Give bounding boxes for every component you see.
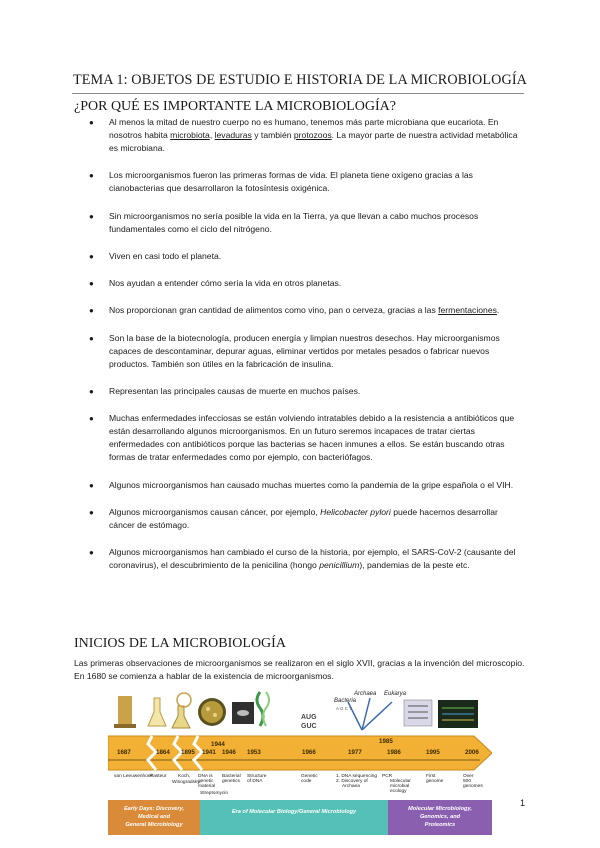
bullet-dot-icon: ● <box>89 118 94 127</box>
bullet-item <box>74 277 524 290</box>
caption-1941-c: material <box>198 784 216 789</box>
document-title: TEMA 1: OBJETOS DE ESTUDIO E HISTORIA DE LA MICROBIOLOGÍA <box>72 72 528 88</box>
bullet-item <box>74 412 524 464</box>
bullet-item <box>74 332 524 371</box>
year-1944: 1944 <box>211 741 225 748</box>
year-1985: 1985 <box>379 738 393 745</box>
illustration-genome-map <box>438 700 478 728</box>
bullet-text: Algunos microorganismos causan cáncer, por ejemplo, <box>109 506 321 517</box>
caption-2006-a: Over <box>463 774 474 779</box>
bullet-item <box>74 169 524 195</box>
illustration-flask-2 <box>172 693 191 728</box>
bullet-text: Sin microorganismos no sería posible la vida en la Tierra, ya que llevan a cabo muchos procesos fundamentales como el ciclo del nitrógeno. <box>109 210 479 234</box>
caption-1946-a: Bacterial <box>222 774 241 779</box>
bullet-dot-icon: ● <box>89 333 94 343</box>
bullet-dot-icon: ● <box>89 279 94 289</box>
bullet-text: Representan las principales causas de muerte en muchos países. <box>109 386 361 397</box>
illustration-gel <box>404 700 432 726</box>
caption-1953-a: Structure <box>247 774 267 779</box>
tree-label-bacteria: Bacteria <box>334 698 357 704</box>
bullet-list <box>74 116 524 587</box>
caption-1966-a: Genetic <box>301 774 318 779</box>
caption-1941-b: genetic <box>198 779 214 784</box>
bullet-dot-icon: ● <box>89 548 94 558</box>
bullet-item <box>74 506 524 532</box>
codon-guc: GUC <box>301 723 317 730</box>
era-late-line-3: Proteomics <box>424 822 456 828</box>
bullet-text: y también <box>251 130 294 140</box>
bullet-dot-icon: ● <box>89 507 94 517</box>
section-heading-origins: INICIOS DE LA MICROBIOLOGÍA <box>74 636 286 651</box>
illustration-dna-helix <box>257 692 269 726</box>
caption-1946-b: genetics <box>222 779 240 784</box>
bullet-dot-icon: ● <box>89 211 94 221</box>
era-late-line-2: Genomics, and <box>419 814 461 820</box>
bullet-dot-icon: ● <box>89 251 94 261</box>
year-1895: 1895 <box>181 749 195 756</box>
page-number: 1 <box>520 798 526 808</box>
italic-term: Helicobacter pylori <box>320 506 391 517</box>
bullet-text: Nos ayudan a entender cómo sería la vida en otros planetas. <box>109 278 342 289</box>
section-heading-importance: ¿POR QUÉ ES IMPORTANTE LA MICROBIOLOGÍA? <box>74 99 396 114</box>
bullet-item <box>74 210 524 236</box>
era-early-line-3: General Microbiology <box>125 822 183 828</box>
timeline-captions <box>114 773 483 796</box>
bullet-item <box>74 304 524 317</box>
bullet-text: puede hacernos desarrollar cáncer de estómago. <box>109 506 498 530</box>
year-1966: 1966 <box>302 749 316 756</box>
year-1941: 1941 <box>202 749 216 756</box>
caption-1953-b: of DNA <box>247 779 263 784</box>
underlined-term: microbiota <box>170 130 210 140</box>
bullet-text: , <box>209 130 215 140</box>
underlined-term: protozoos <box>293 130 332 140</box>
caption-1941-a: DNA is <box>198 774 213 779</box>
bullet-text: Viven en casi todo el planeta. <box>109 250 222 261</box>
illustration-flask <box>148 698 166 726</box>
caption-1995-b: genome <box>426 779 444 784</box>
caption-1986-c: ecology <box>390 789 407 794</box>
bullet-dot-icon: ● <box>89 306 94 316</box>
tree-label-archaea: Archaea <box>354 691 377 697</box>
year-1953: 1953 <box>247 749 261 756</box>
bullet-item <box>74 250 524 263</box>
illustration-tree-of-life <box>334 691 407 730</box>
codon-aug: AUG <box>301 714 317 721</box>
caption-1986-a: Molecular <box>390 779 411 784</box>
intro-paragraph: Las primeras observaciones de microorganismos se realizaron en el siglo XVII, gracias a la invención del microscopio. En 1680 se comienza a hablar de la existencia de microorganismos. <box>74 658 525 681</box>
year-1995: 1995 <box>426 749 440 756</box>
era-early-line-1: Early Days: Discovery, <box>123 806 185 812</box>
year-1946: 1946 <box>222 749 236 756</box>
caption-1966-b: code <box>301 779 312 784</box>
caption-1864: Pasteur <box>150 774 167 779</box>
illustration-petri-dish <box>198 698 226 726</box>
caption-1977-c: Archaea <box>342 784 360 789</box>
bullet-item <box>74 546 524 572</box>
bullet-item <box>74 385 524 398</box>
caption-1977-a: 1. DNA sequencing <box>336 774 378 779</box>
bullet-text: . <box>496 305 500 316</box>
bullet-text: Algunos microorganismos han causado muchas muertes como la pandemia de la gripe española o el VIH. <box>109 479 514 490</box>
era-late-line-1: Molecular Microbiology, <box>408 806 472 812</box>
year-2006: 2006 <box>465 749 479 756</box>
bullet-item <box>74 479 524 492</box>
bullet-dot-icon: ● <box>89 414 94 424</box>
era-early-line-2: Medical and <box>137 814 171 820</box>
title-divider <box>72 93 524 94</box>
tree-label-eukarya: Eukarya <box>384 691 407 697</box>
era-molecular-label: Era of Molecular Biology/General Microbiology <box>231 809 357 815</box>
bullet-dot-icon: ● <box>89 171 94 181</box>
illustration-micrograph <box>232 702 254 724</box>
bullet-text: Son la base de la biotecnología, producen energía y limpian nuestros desechos. Hay microorganismos capaces de descontaminar, depurar aguas, eliminar vertidos por metales pesados o fabricar nuevos productos. También son útiles en la fabricación de insulina. <box>109 332 500 369</box>
bullet-text: ), pandemias de la peste etc. <box>359 560 470 571</box>
underlined-term: levaduras <box>214 130 252 140</box>
caption-2006-c: genomes <box>463 784 483 789</box>
era-band-molecular-biology <box>200 800 388 835</box>
caption-1985: PCR <box>382 774 393 779</box>
caption-1995-a: First <box>426 774 436 779</box>
year-1986: 1986 <box>387 749 401 756</box>
bullet-dot-icon: ● <box>89 387 94 397</box>
caption-1687: van Leeuwenhoek <box>114 774 153 779</box>
bullet-text: Al menos la mitad de nuestro cuerpo no es humano, tenemos más parte microbiana que eucariota. En nosotros habita <box>109 117 499 140</box>
caption-1977-b: 2. Discovery of <box>336 779 368 784</box>
year-1687: 1687 <box>117 749 131 756</box>
caption-1895-a: Koch, <box>178 774 191 779</box>
caption-1986-b: microbial <box>390 784 410 789</box>
bullet-text: Muchas enfermedades infecciosas se están volviendo intratables debido a la resistencia a antibióticos que están desarrollando algunos microorganismos. En un futuro seremos incapaces de tratar ciertas enfermedades con antibióticos porque las bacterias se hacen inmunes a ellos. Se están buscando otras formas de tratar enfermedades como por ejemplo, con bacteriófagos. <box>109 413 515 463</box>
bullet-text: Los microorganismos fueron las primeras formas de vida. El planeta tiene oxígeno gracias a las cianobacterias que desarrollaron la fotosíntesis oxigénica. <box>109 170 473 194</box>
caption-2006-b: 500 <box>463 779 472 784</box>
caption-1895-b: Winogradsky <box>172 780 200 785</box>
year-1977: 1977 <box>348 749 362 756</box>
bullet-dot-icon: ● <box>89 480 94 490</box>
timeline-svg <box>108 688 492 835</box>
bullet-text: Nos proporcionan gran cantidad de alimentos como vino, pan o cerveza, gracias a las <box>109 305 439 316</box>
timeline-figure <box>108 688 492 835</box>
year-1864: 1864 <box>156 749 170 756</box>
caption-1944: Streptomycin <box>200 791 228 796</box>
italic-term: penicillium <box>319 560 360 571</box>
bullet-item <box>74 116 524 155</box>
bullet-text: Algunos microorganismos han cambiado el curso de la historia, por ejemplo, el SARS-CoV-2 (causante del coronavirus), el descubrimiento de la penicilina (hongo <box>109 547 516 571</box>
illustration-microscope <box>114 696 136 728</box>
underlined-term: fermentaciones <box>438 305 497 316</box>
bullet-text: . La mayor parte de nuestra actividad metabólica es microbiana. <box>109 130 518 153</box>
sequence-label: A G C T <box>336 706 352 711</box>
